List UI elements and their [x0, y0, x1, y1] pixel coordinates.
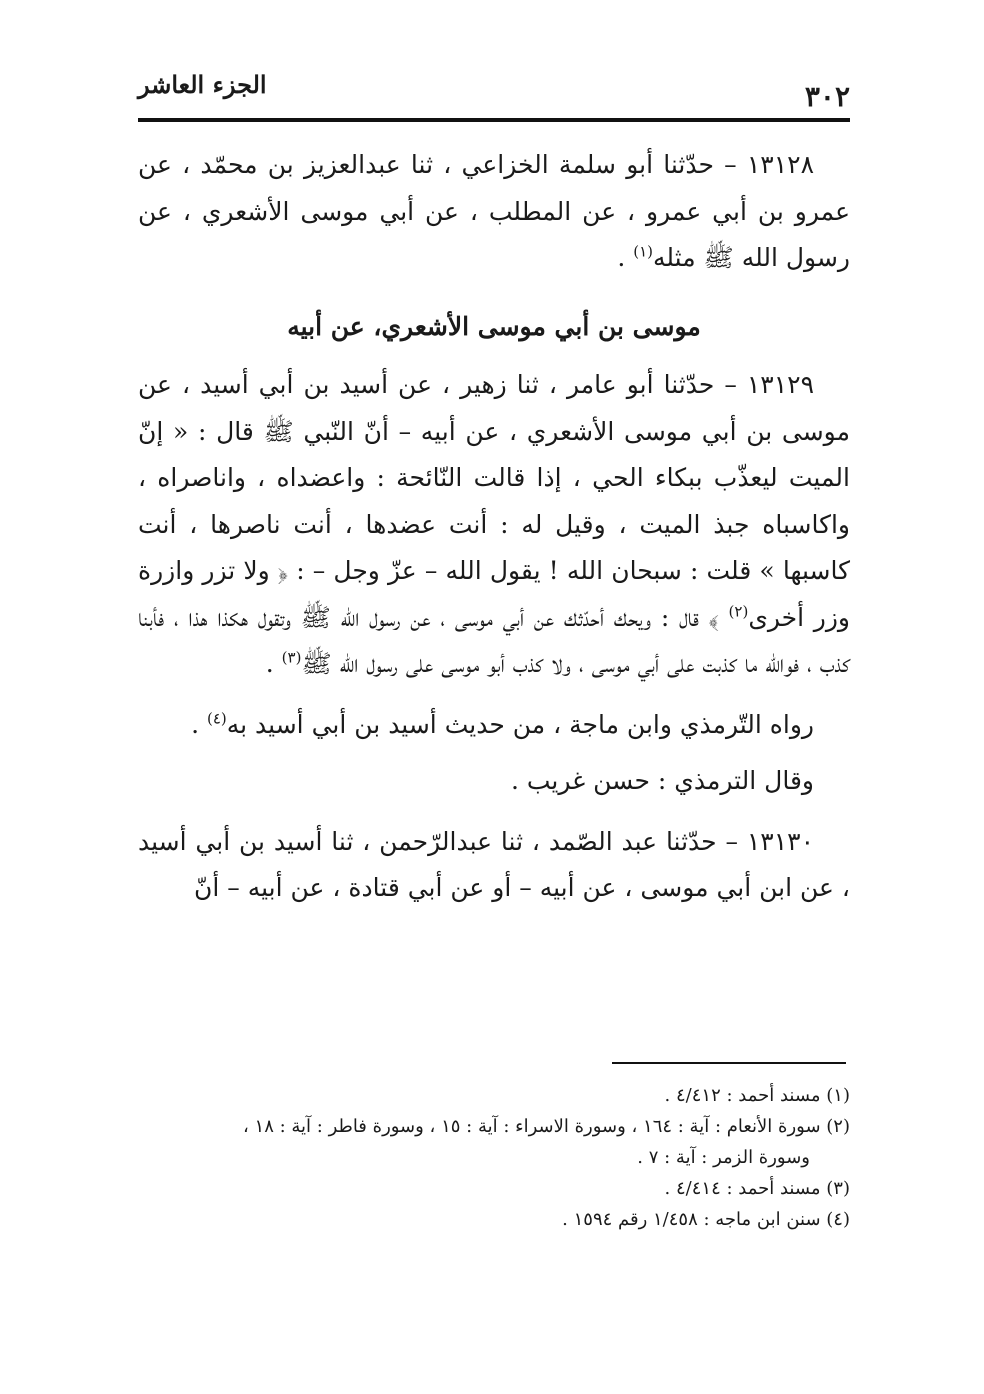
hadith-13129-end: .	[265, 649, 282, 678]
footnotes	[138, 1080, 850, 1235]
narration-note-text: رواه التّرمذي وابن ماجة ، من حديث أسيد بن أبي أسيد به	[226, 709, 814, 739]
narration-note	[138, 702, 850, 749]
footnote-ref-2: (٢)	[728, 602, 749, 621]
footnote-2-continuation: وسورة الزمر : آية : ٧ .	[637, 1147, 810, 1168]
footnote-rule	[612, 1062, 846, 1064]
hadith-13130: ١٣١٣٠ – حدّثنا عبد الصّمد ، ثنا عبدالرّحمن ، ثنا أسيد بن أبي أسيد ، عن ابن أبي موسى ، عن أبيه – أو عن أبي قتادة ، عن أبيه – أنّ	[138, 826, 850, 902]
hadith-13129-text-b: ﴾ قال : ويحك أحدّثك عن أبي موسى ، عن رسول الله ﷺ وتقول هكذا هذا ، فأبنا كذب ، فوالله ما كذبت على أبي موسى ، ولا كذب أبو موسى على رسول الله ﷺ	[138, 602, 850, 678]
footnote-ref-3: (٣)	[281, 648, 302, 667]
running-title: الجزء العاشر	[138, 70, 267, 99]
hadith-13128-end: .	[617, 243, 634, 272]
hadith-13128	[138, 142, 850, 282]
footnote-3: (٣) مسند أحمد : ٤/٤١٤ .	[664, 1178, 850, 1199]
footnote-ref-4: (٤)	[206, 709, 227, 728]
footnote-ref-1: (١)	[633, 242, 653, 261]
tirmidhi-grading: وقال الترمذي : حسن غريب .	[510, 766, 814, 795]
hadith-13128-text: ١٣١٢٨ – حدّثنا أبو سلمة الخزاعي ، ثنا عبدالعزيز بن محمّد ، عن عمرو بن أبي عمرو ، عن المطلب ، عن أبي موسى الأشعري ، عن رسول الله ﷺ مثله	[138, 150, 850, 272]
footnote-1: (١) مسند أحمد : ٤/٤١٢ .	[664, 1085, 850, 1106]
main-text	[138, 142, 850, 912]
narration-note-end: .	[191, 709, 207, 739]
header-rule	[138, 118, 850, 122]
page-number: ٣٠٢	[804, 80, 850, 113]
hadith-13129-text-a: ١٣١٢٩ – حدّثنا أبو عامر ، ثنا زهير ، عن أسيد بن أبي أسيد ، عن موسى بن أبي موسى الأشعري ، عن أبيه – أنّ النّبي ﷺ قال : « إنّ الميت ليعذّب ببكاء الحي ، إذا قالت النّائحة : واعضداه ، واناصراه ، واكاسباه جبذ الميت ، وقيل له : أنت عضدها ، أنت ناصرها ، أنت كاسبها » قلت : سبحان الله ! يقول الله – عزّ وجل – : ﴿ ولا تزر وازرة وزر أخرى	[138, 370, 850, 632]
page-header	[138, 62, 850, 118]
section-heading: موسى بن أبي موسى الأشعري، عن أبيه	[287, 311, 701, 341]
footnote-2: (٢) سورة الأنعام : آية : ١٦٤ ، وسورة الاسراء : آية : ١٥ ، وسورة فاطر : آية : ١٨ ،	[243, 1116, 850, 1137]
footnote-4: (٤) سنن ابن ماجه : ١/٤٥٨ رقم ١٥٩٤ .	[562, 1209, 850, 1230]
hadith-13129	[138, 362, 850, 688]
